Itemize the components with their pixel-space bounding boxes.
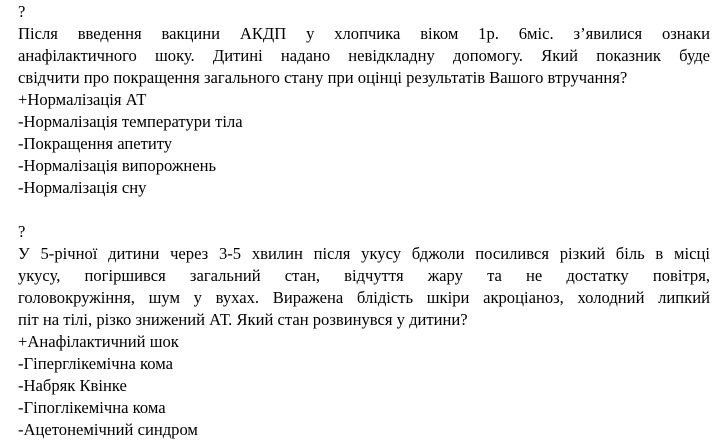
question-2 <box>18 221 710 441</box>
answer-option: -Нормалізація випорожнень <box>18 156 217 175</box>
answer-option: -Гіпоглікемічна кома <box>18 398 166 417</box>
answer-correct: +Нормалізація АТ <box>18 90 147 109</box>
question-1 <box>18 1 710 199</box>
document <box>18 1 710 441</box>
answer-option: -Ацетонемічний синдром <box>18 420 198 439</box>
question-text-line: головокружіння, шум у вухах. Виражена блідість шкіри акроціаноз, холодний липкий <box>18 288 710 307</box>
question-text-line: укусу, погіршився загальний стан, відчуття жару та не достатку повітря, <box>18 266 710 285</box>
question-text-line: Після введення вакцини АКДП у хлопчика віком 1р. 6міс. з’явилися ознаки <box>18 24 710 43</box>
question-text-line: піт на тілі, різко знижений АТ. Який стан розвинувся у дитини? <box>18 310 468 329</box>
question-text-line: свідчити про покращення загального стану при оцінці результатів Вашого втручання? <box>18 68 628 87</box>
answer-option: -Покращення апетиту <box>18 134 173 153</box>
question-marker: ? <box>18 2 26 21</box>
question-text-line: анафілактичного шоку. Дитині надано невідкладну допомогу. Який показник буде <box>18 46 710 65</box>
question-text-line: У 5-річної дитини через 3-5 хвилин після укусу бджоли посилився різкий біль в місці <box>18 244 710 263</box>
answer-option: -Нормалізація температури тіла <box>18 112 243 131</box>
answer-option: -Нормалізація сну <box>18 178 147 197</box>
answer-option: -Набряк Квінке <box>18 376 127 395</box>
answer-option: -Гіперглікемічна кома <box>18 354 173 373</box>
answer-correct: +Анафілактичний шок <box>18 332 179 351</box>
question-marker: ? <box>18 222 26 241</box>
spacer <box>18 199 710 221</box>
